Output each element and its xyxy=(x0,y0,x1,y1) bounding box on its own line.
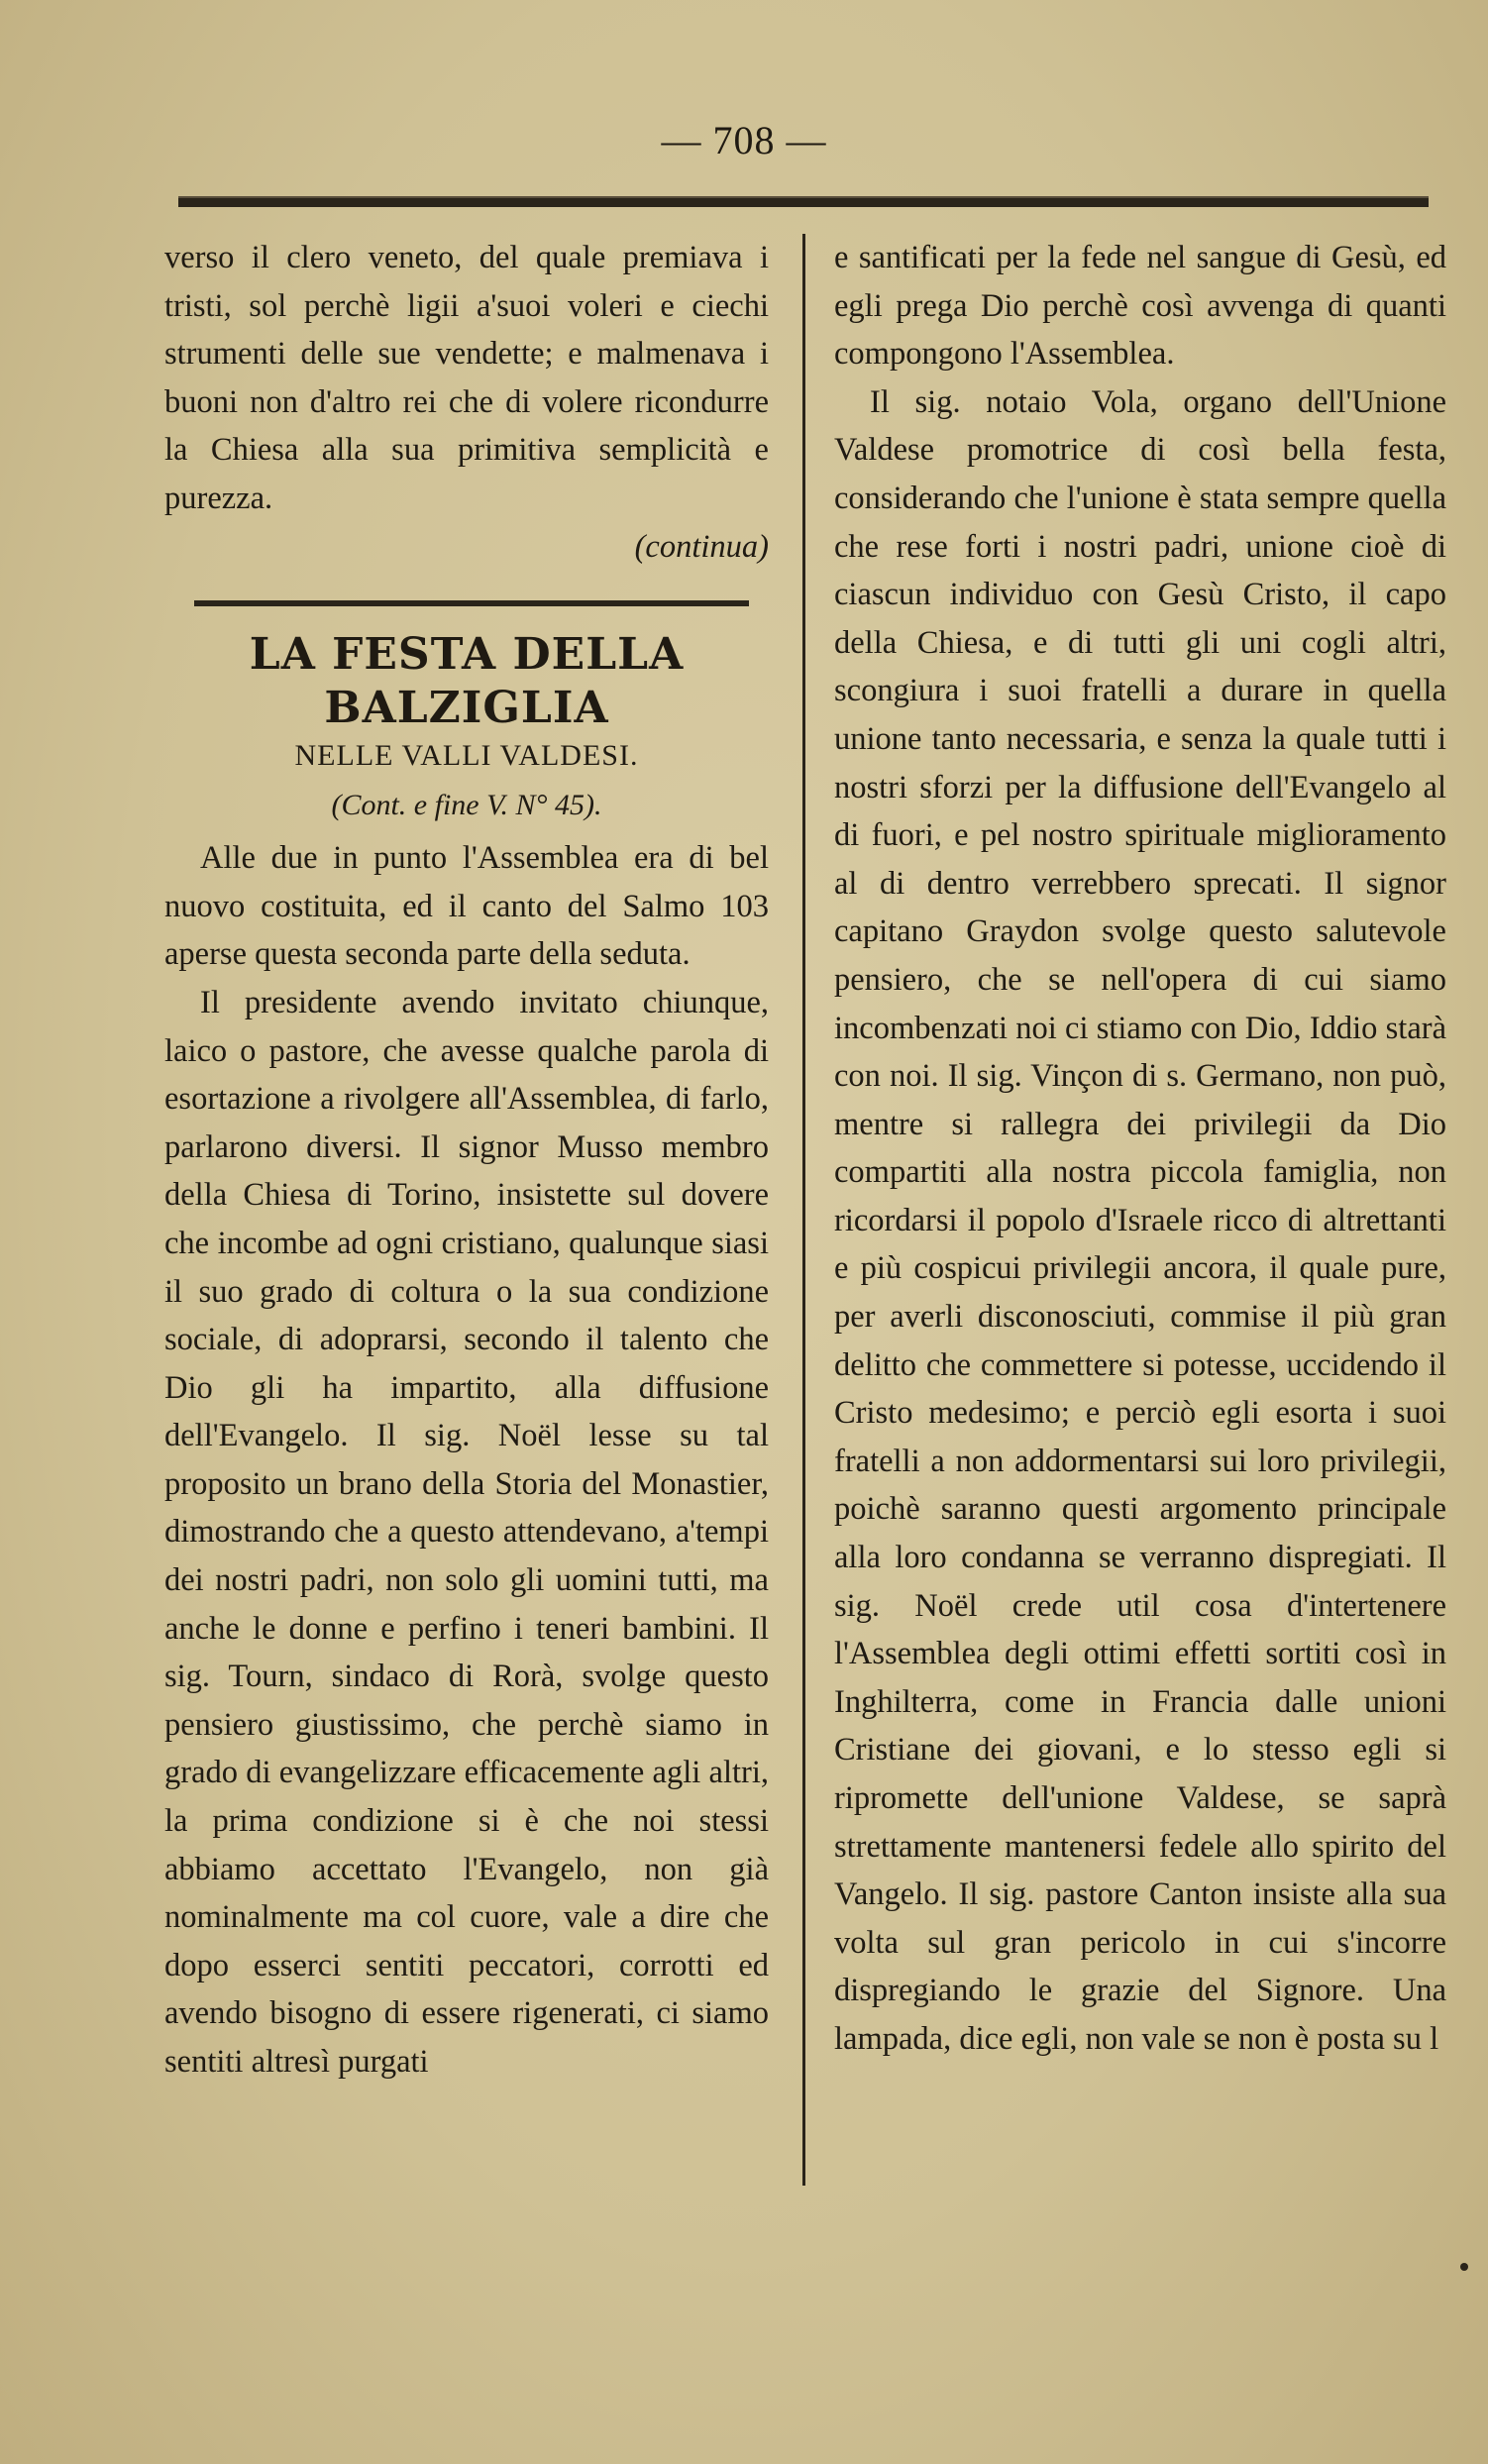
page-number: — 708 — xyxy=(661,118,827,162)
continua-note: (continua) xyxy=(634,528,769,565)
left-column xyxy=(164,234,769,2087)
column-divider xyxy=(802,234,805,2186)
ink-spot xyxy=(1460,2263,1468,2271)
header-rule xyxy=(178,196,1429,207)
opening-text: verso il clero veneto, del quale premiava i tristi, sol perchè ligii a'suoi voleri e ciechi strumenti delle sue vendette; e malmenava i buoni non d'altro rei che di volere ricondurre la Chiesa alla sua primitiva semplicità e purezza. xyxy=(164,240,769,516)
paragraph: Il presidente avendo invitato chiunque, laico o pastore, che avesse qualche parola di esortazione a rivolgere all'Assemblea, di farlo, parlarono diversi. Il signor Musso membro della Chiesa di Torino, insistette sul dovere che incombe ad ogni cristiano, qualunque siasi il suo grado di coltura o la sua condizione sociale, di adoprarsi, secondo il talento che Dio gli ha impartito, alla diffusione dell'Evangelo. Il sig. Noël lesse su tal proposito un brano della Storia del Monastier, dimostrando che a questo attendevano, a'tempi dei nostri padri, non solo gli uomini tutti, ma anche le donne e perfino i teneri bambini. Il sig. Tourn, sindaco di Rorà, svolge questo pensiero giustissimo, che perchè siamo in grado di evangelizzare efficacemente agli altri, la prima condizione si è che noi stessi abbiamo accettato l'Evangelo, non già nominalmente ma col cuore, vale a dire che dopo esserci sentiti peccatori, corrotti ed avendo bisogno di essere rigenerati, ci siamo sentiti altresì purgati xyxy=(164,984,769,2080)
right-column xyxy=(834,234,1446,2064)
article-continuation: (Cont. e fine V. N° 45). xyxy=(331,789,602,822)
paragraph: e santificati per la fede nel sangue di Gesù, ed egli prega Dio perchè così avvenga di quanti compongono l'Assemblea. xyxy=(834,240,1446,373)
paragraph: Il sig. notaio Vola, organo dell'Unione Valdese promotrice di così bella festa, considerando che l'unione è stata sempre quella che rese forti i nostri padri, unione cioè di ciascun individuo con Gesù Cristo, il capo della Chiesa, e di tutti gli uni cogli altri, scongiura i suoi fratelli a durare in quella unione tanto necessaria, e senza la quale tutti i nostri sforzi per la diffusione dell'Evangelo al di fuori, e pel nostro spirituale miglioramento al di dentro verrebbero sprecati. Il signor capitano Graydon svolge questo salutevole pensiero, che se nell'opera di cui siamo incombenzati noi ci stiamo con Dio, Iddio starà con noi. Il sig. Vinçon di s. Germano, non può, mentre si rallegra dei privilegii da Dio compartiti alla nostra piccola famiglia, non ricordarsi il popolo d'Israele ricco di altrettanti e più cospicui privilegii ancora, il quale pure, per averli disconosciuti, commise il più gran delitto che commettere si potesse, uccidendo il Cristo medesimo; e perciò egli esorta i suoi fratelli a non addormentarsi sui loro privilegii, poichè saranno questi argomento principale alla loro condanna se verranno dispregiati. Il sig. Noël crede util cosa d'intertenere l'Assemblea degli ottimi effetti sortiti così in Inghilterra, come in Francia dalle unioni Cristiane dei giovani, e lo stesso egli si ripromette dell'unione Valdese, se saprà strettamente mantenersi fedele allo spirito del Vangelo. Il sig. pastore Canton insiste alla sua volta sul gran pericolo in cui s'incorre dispregiando le grazie del Signore. Una lampada, dice egli, non vale se non è posta su l xyxy=(834,383,1446,2057)
article-subtitle: NELLE VALLI VALDESI. xyxy=(294,739,639,773)
paragraph: Alle due in punto l'Assemblea era di bel nuovo costituita, ed il canto del Salmo 103 aperse questa seconda parte della seduta. xyxy=(164,840,769,973)
section-divider xyxy=(194,600,749,606)
article-title: LA FESTA DELLA BALZIGLIA xyxy=(249,629,685,734)
